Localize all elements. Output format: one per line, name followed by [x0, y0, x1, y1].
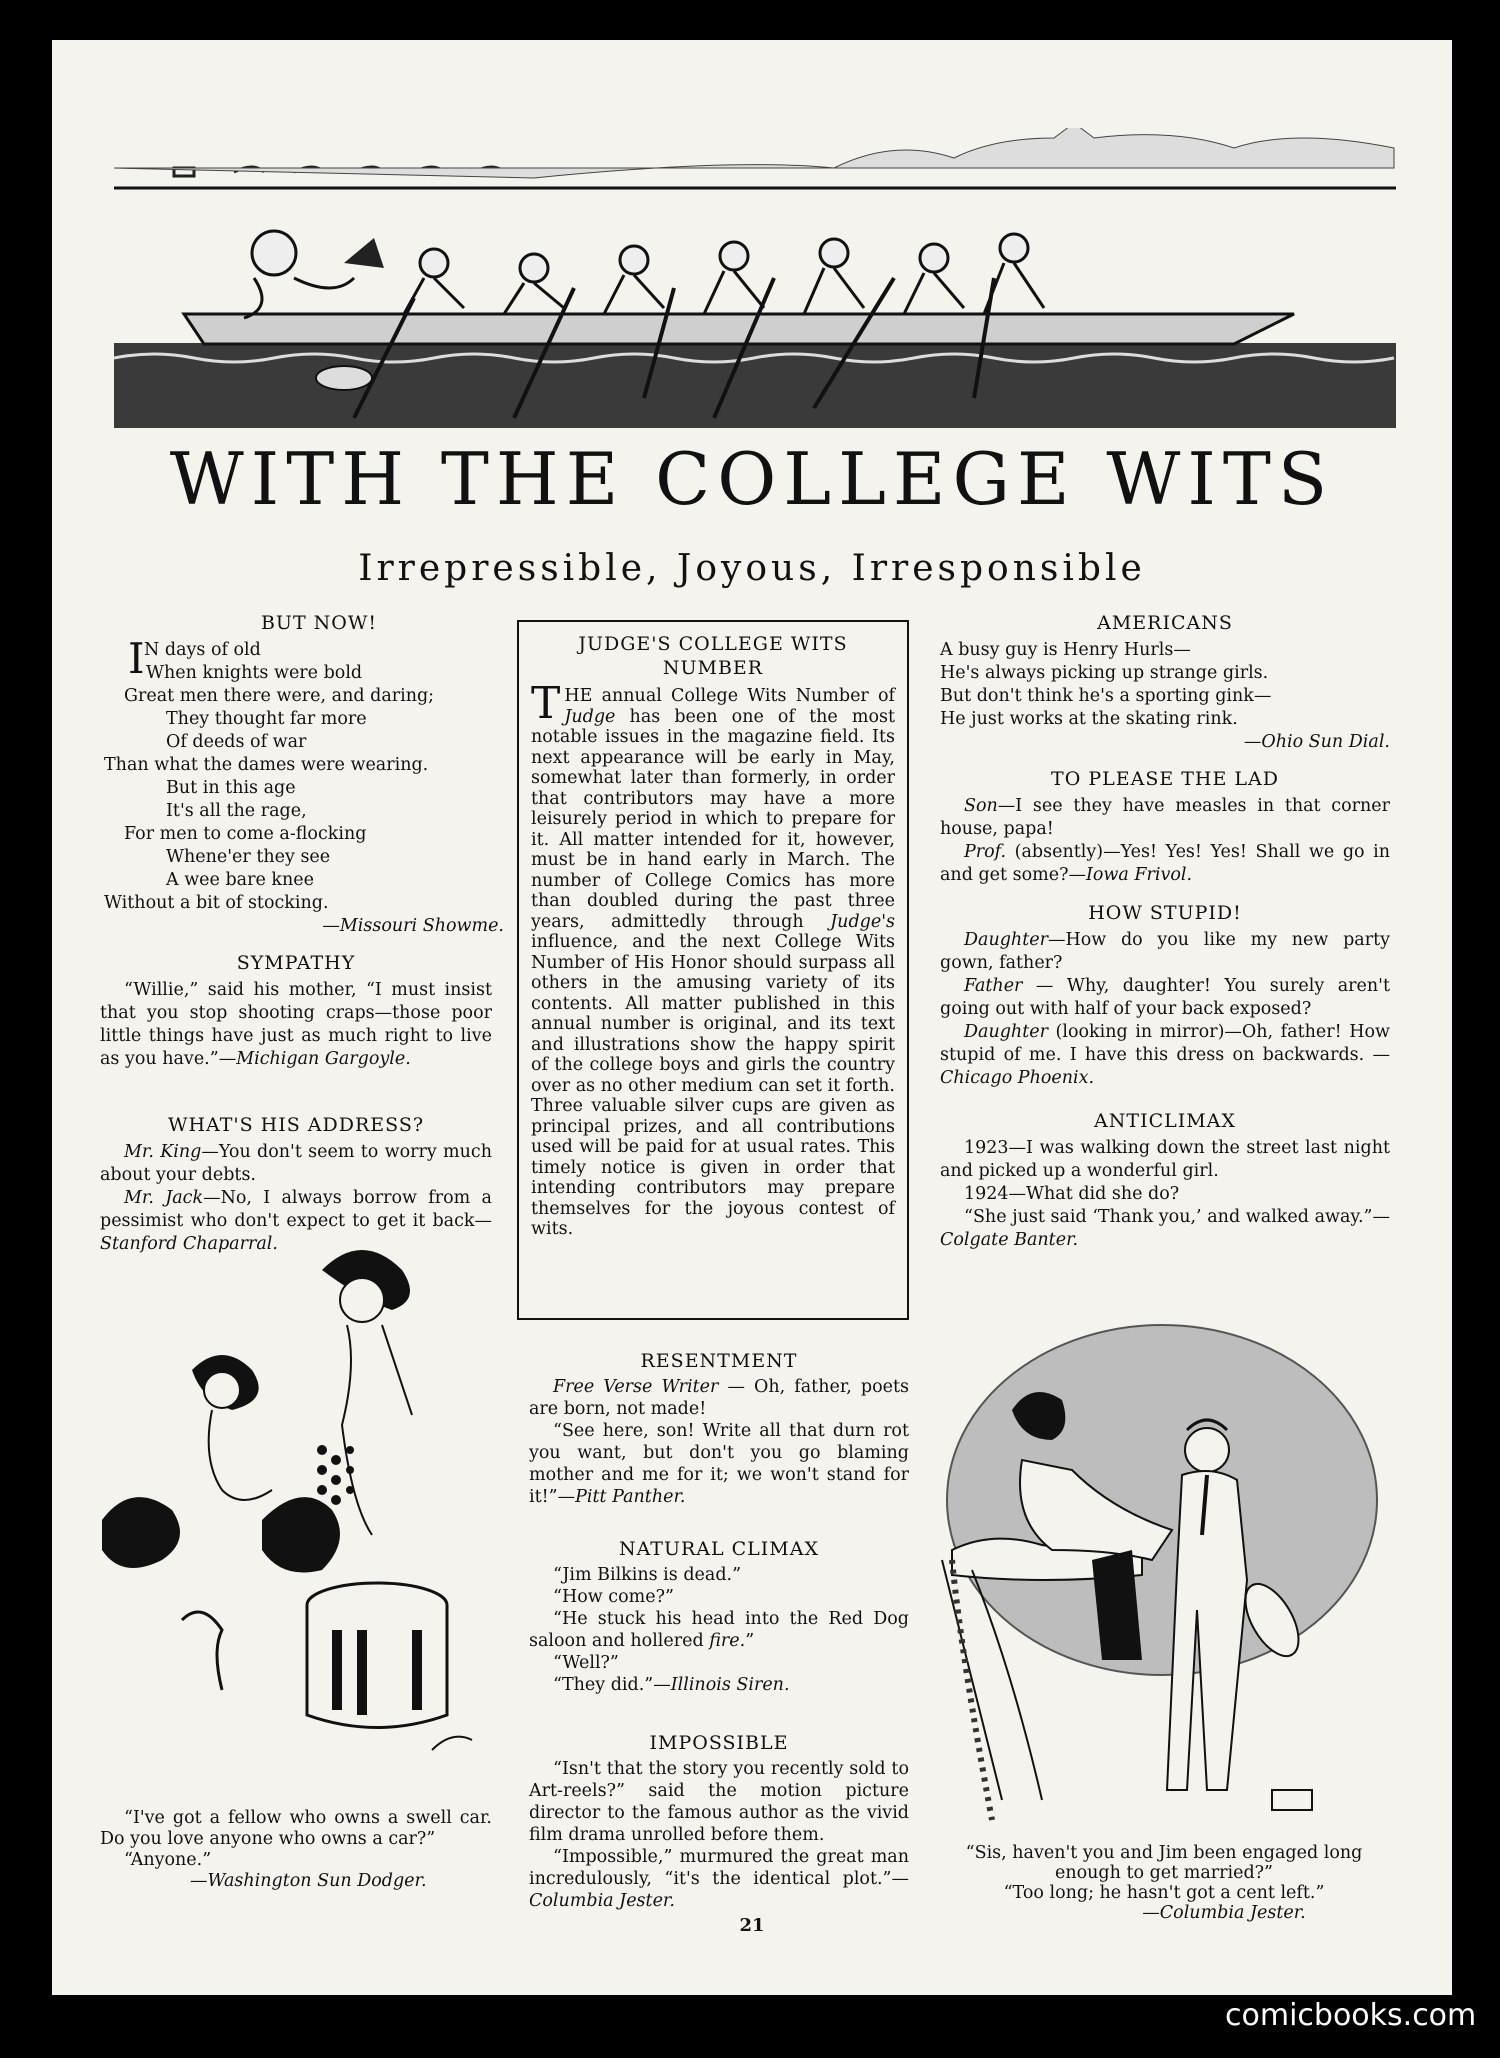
caption-left [100, 1808, 492, 1892]
joke-title: RESENTMENT [640, 1350, 798, 1372]
credit: Colgate Banter. [940, 1230, 1079, 1250]
drop-cap: I [128, 634, 145, 683]
poem-line: Great men there were, and daring; [124, 686, 435, 706]
notice-text: has been one of the most notable issues in the magazine field. Its next appearance will be early in May, somewhat later than formerly, in order that contributors may have a more leisurely period in which to prepare for it. All matter intended for it, however, must be in hand early in March. The number of College Comics has more than doubled during the past three years, admittedly through [531, 706, 895, 932]
joke-line: —You don't seem to worry much about your debts. [100, 1142, 492, 1185]
joke-sympathy [100, 952, 492, 1071]
joke-line: ” [745, 1631, 755, 1651]
credit: Michigan Gargoyle. [236, 1049, 411, 1069]
credit: Illinois Siren. [670, 1675, 790, 1695]
joke-line: “Impossible,” murmured the great man incredulously, “it's the identical plot.”— [529, 1847, 909, 1889]
joke-line: 1923—I was walking down the street last night and picked up a wonderful girl. [940, 1138, 1390, 1181]
poem-line: When knights were bold [146, 663, 363, 683]
joke-line: 1924—What did she do? [964, 1184, 1180, 1204]
notice-box [517, 620, 909, 1320]
poem-line: But in this age [166, 778, 296, 798]
caption-reply: “Anyone.” [124, 1850, 212, 1870]
poem-line: But don't think he's a sporting gink— [940, 686, 1272, 706]
speaker: Father [964, 976, 1023, 996]
speaker: Daughter [964, 1022, 1048, 1042]
poem-americans [940, 612, 1390, 754]
notice-text: HE annual College Wits Number of [564, 686, 895, 706]
joke-lad [940, 768, 1390, 887]
notice-title: JUDGE'S COLLEGE WITS [578, 633, 848, 655]
poem-line: Than what the dames were wearing. [104, 755, 429, 775]
notice-title-2: NUMBER [662, 657, 764, 679]
joke-line: — Oh, father, poets are born, not made! [529, 1377, 910, 1419]
joke-line: —How do you like my new party gown, father? [940, 930, 1390, 973]
joke-line: “They did.”— [553, 1675, 671, 1695]
credit: Chicago Phoenix. [940, 1068, 1095, 1088]
caption-text: “I've got a fellow who owns a swell car. Do you love anyone who owns a car?” [100, 1808, 492, 1849]
poem-line: He just works at the skating rink. [940, 709, 1238, 729]
joke-title: TO PLEASE THE LAD [1051, 768, 1279, 790]
joke-line: —No, I always borrow from a pessimist who don't expect to get it back— [100, 1188, 492, 1231]
drop-cap: T [531, 678, 561, 729]
speaker: Prof. [964, 842, 1007, 862]
credit: —Washington Sun Dodger. [190, 1871, 427, 1891]
poem-line: A busy guy is Henry Hurls— [940, 640, 1191, 660]
joke-impossible [529, 1732, 909, 1912]
credit: —Ohio Sun Dial. [1243, 732, 1390, 752]
joke-line: (absently)—Yes! Yes! Yes! Shall we go in and get some?— [940, 842, 1390, 885]
joke-line: “He stuck his head into the Red Dog saloon and hollered [529, 1609, 909, 1651]
joke-resentment [529, 1350, 909, 1508]
credit: Iowa Frivol. [1085, 865, 1193, 885]
joke-line: “See here, son! Write all that durn rot you want, but don't you go blaming mother and me for it; we won't stand for it!”— [529, 1421, 909, 1507]
joke-title: ANTICLIMAX [1094, 1110, 1236, 1132]
joke-line: “Jim Bilkins is dead.” [553, 1565, 742, 1585]
poem-line: Whene'er they see [166, 847, 331, 867]
joke-line: “How come?” [553, 1587, 674, 1607]
caption-reply: “Too long; he hasn't got a cent left.” [1003, 1883, 1325, 1903]
joke-title: WHAT'S HIS ADDRESS? [167, 1114, 425, 1136]
poem-but-now [104, 612, 504, 938]
credit: Pitt Panther. [575, 1487, 686, 1507]
caption-right [944, 1843, 1384, 1923]
poem-title: BUT NOW! [260, 612, 378, 634]
speaker: Mr. King [124, 1142, 202, 1162]
speaker: Mr. Jack [124, 1188, 204, 1208]
joke-title: NATURAL CLIMAX [618, 1538, 820, 1560]
watermark: comicbooks.com [1225, 1998, 1477, 2033]
credit: —Columbia Jester. [1142, 1903, 1306, 1923]
judge-name: Judge [564, 706, 616, 727]
rowing-crew-illustration [114, 128, 1396, 428]
speaker: Daughter [964, 930, 1048, 950]
credit: Stanford Chaparral. [100, 1234, 278, 1254]
joke-line: “Isn't that the story you recently sold to Art-reels?” said the motion picture director to the famous author as the vivid film drama unrolled before them. [529, 1759, 909, 1845]
poem-line: N days of old [144, 640, 261, 660]
joke-line: “Well?” [553, 1653, 619, 1673]
joke-line: (looking in mirror)—Oh, father! How stupid of me. I have this dress on backwards. — [940, 1022, 1390, 1065]
joke-emphasis: fire. [709, 1631, 746, 1651]
poem-line: He's always picking up strange girls. [940, 663, 1269, 683]
credit: Columbia Jester. [529, 1891, 675, 1911]
credit: —Missouri Showme. [322, 916, 504, 936]
joke-climax [529, 1538, 909, 1696]
caption-text: “Sis, haven't you and Jim been engaged long enough to get married?” [965, 1843, 1363, 1883]
joke-title: HOW STUPID! [1088, 902, 1242, 924]
poem-line: Of deeds of war [166, 732, 307, 752]
page-number: 21 [739, 1915, 765, 1936]
joke-line: “She just said ‘Thank you,’ and walked away.”— [964, 1207, 1390, 1227]
poem-line: They thought far more [166, 709, 367, 729]
poem-line: Without a bit of stocking. [104, 893, 329, 913]
flapper-illustration [92, 1230, 502, 1790]
speaker: Son [964, 796, 998, 816]
poem-title: AMERICANS [1097, 612, 1233, 634]
couple-illustration [932, 1320, 1392, 1830]
speaker: Free Verse Writer [553, 1377, 719, 1397]
poem-line: It's all the rage, [166, 801, 307, 821]
joke-title: IMPOSSIBLE [649, 1732, 789, 1754]
headline: WITH THE COLLEGE WITS [169, 437, 1335, 521]
joke-line: —I see they have measles in that corner house, papa! [940, 796, 1390, 839]
magazine-page [52, 40, 1452, 1995]
judge-name: Judge's [830, 911, 895, 932]
joke-text: “Willie,” said his mother, “I must insist that you stop shooting craps—those poor little things have just as much right to live as you have.”— [100, 980, 492, 1069]
joke-stupid [940, 902, 1390, 1090]
subhead: Irrepressible, Joyous, Irresponsible [358, 548, 1146, 589]
joke-anticlimax [940, 1110, 1390, 1252]
notice-text: influence, and the next College Wits Number of His Honor should surpass all others in the amusing variety of its contents. All matter published in this annual number is original, and its text and illustrations show the happy spirit of the college boys and girls the country over as no other medium can set it forth. Three valuable silver cups are given as principal prizes, and all contributions used will be paid for at usual rates. This timely notice is given in order that intending contributors may prepare themselves for the joyous contest of wits. [531, 932, 895, 1239]
poem-line: For men to come a-flocking [124, 824, 367, 844]
joke-line: — Why, daughter! You surely aren't going out with half of your back exposed? [940, 976, 1390, 1019]
joke-title: SYMPATHY [236, 952, 356, 974]
poem-line: A wee bare knee [166, 870, 314, 890]
